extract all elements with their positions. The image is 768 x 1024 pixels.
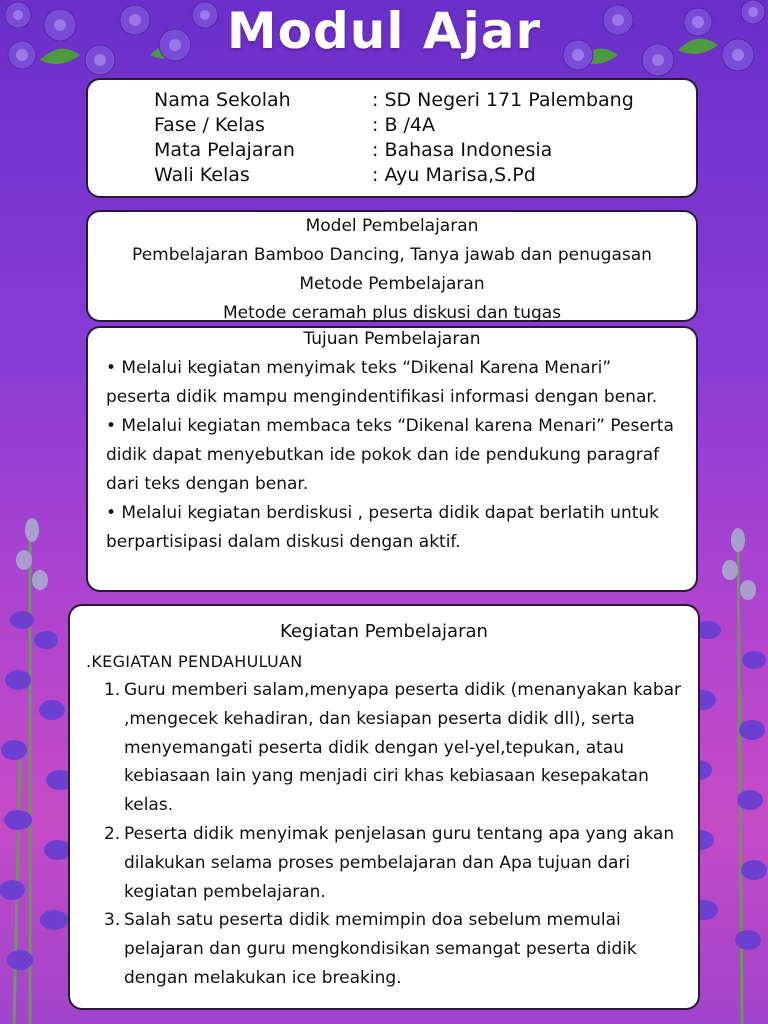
learning-objectives-card bbox=[86, 326, 698, 592]
step-number: 2. bbox=[104, 823, 121, 844]
step-text: Guru memberi salam,menyapa peserta didik (menanyakan kabar ,mengecek kehadiran, dan kesiapan peserta didik dll), serta menyemangati peserta didik dengan yel-yel,tepukan, atau kebiasaan lain yang menjadi ciri khas kebiasaan kesepakatan kelas. bbox=[124, 680, 682, 816]
step-text: Peserta didik menyimak penjelasan guru tentang apa yang akan dilakukan selama proses pembelajaran dan Apa tujuan dari kegiatan pembelajaran. bbox=[124, 823, 675, 902]
info-label: Fase / Kelas bbox=[154, 114, 265, 136]
list-item bbox=[104, 906, 684, 992]
step-number: 1. bbox=[104, 680, 121, 700]
list-item bbox=[104, 676, 684, 820]
page-title: Modul Ajar bbox=[226, 2, 542, 60]
model-text: Pembelajaran Bamboo Dancing, Tanya jawab dan penugasan bbox=[132, 245, 652, 265]
info-value: : Ayu Marisa,S.Pd bbox=[372, 164, 536, 186]
activities-subheading: .KEGIATAN PENDAHULUAN bbox=[86, 652, 303, 671]
list-item: • Melalui kegiatan membaca teks “Dikenal karena Menari” Peserta didik dapat menyebutkan ide pokok dan ide pendukung paragraf dari teks dengan benar. bbox=[106, 416, 674, 494]
info-row-school bbox=[154, 88, 634, 113]
info-value: : B /4A bbox=[372, 114, 436, 136]
list-item: • Melalui kegiatan berdiskusi , peserta didik dapat berlatih untuk berpartisipasi dalam diskusi dengan aktif. bbox=[106, 503, 659, 552]
info-row-subject bbox=[154, 138, 552, 163]
step-text: Salah satu peserta didik memimpin doa sebelum memulai pelajaran dan guru mengkondisikan semangat peserta didik dengan melakukan ice breaking. bbox=[124, 910, 637, 988]
objectives-heading: Tujuan Pembelajaran bbox=[303, 329, 481, 349]
info-row-phase bbox=[154, 113, 435, 138]
step-number: 3. bbox=[104, 910, 121, 931]
activities-heading: Kegiatan Pembelajaran bbox=[280, 621, 488, 642]
school-info-card bbox=[86, 78, 698, 198]
info-label: Mata Pelajaran bbox=[154, 139, 295, 161]
info-label: Nama Sekolah bbox=[154, 89, 291, 111]
learning-model-card bbox=[86, 210, 698, 322]
list-item: • Melalui kegiatan menyimak teks “Dikenal Karena Menari” peserta didik mampu mengindentifikasi informasi dengan benar. bbox=[106, 358, 658, 407]
list-item bbox=[104, 820, 684, 906]
method-heading: Metode Pembelajaran bbox=[299, 274, 485, 294]
model-heading: Model Pembelajaran bbox=[305, 216, 479, 236]
info-value: : SD Negeri 171 Palembang bbox=[372, 89, 634, 111]
info-value: : Bahasa Indonesia bbox=[372, 139, 553, 161]
learning-activities-card bbox=[68, 604, 700, 1010]
info-label: Wali Kelas bbox=[154, 164, 250, 186]
activities-list bbox=[104, 676, 684, 993]
info-row-teacher bbox=[154, 163, 536, 188]
objectives-list bbox=[88, 354, 696, 557]
method-text: Metode ceramah plus diskusi dan tugas bbox=[222, 303, 562, 323]
